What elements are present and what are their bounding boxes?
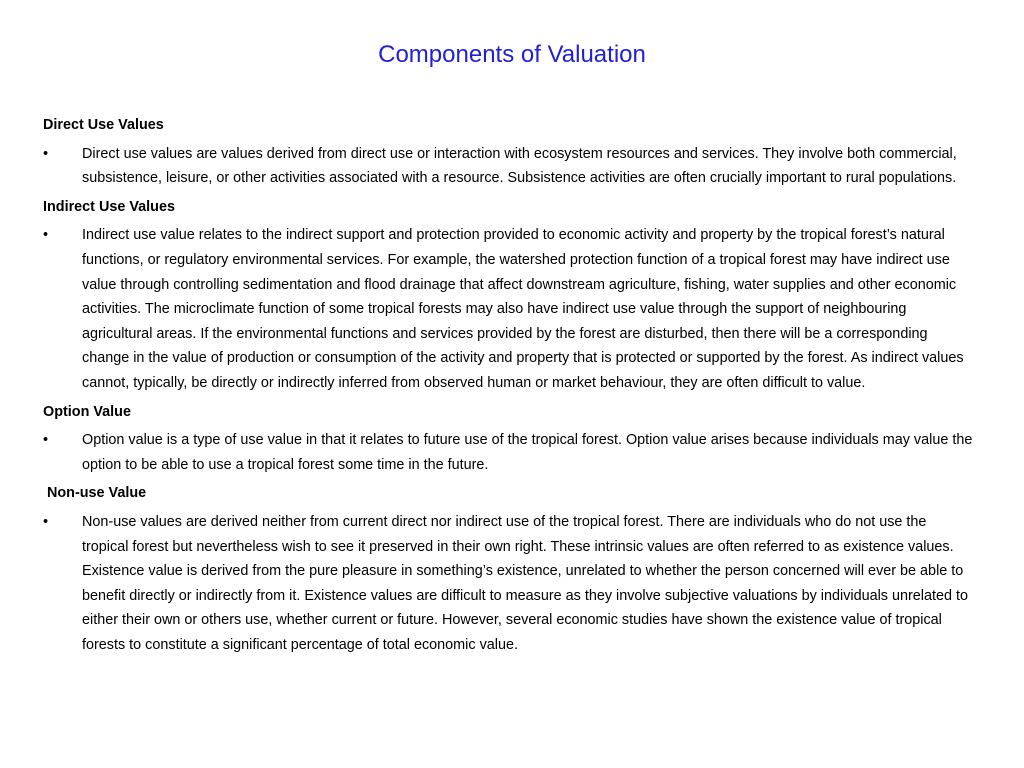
bullet-item-direct-use-values (43, 142, 973, 191)
bullet-item-indirect-use-values (43, 223, 973, 395)
bullet-icon: • (43, 227, 49, 244)
bullet-item-option-value (43, 428, 973, 477)
slide-content (43, 113, 973, 661)
section-heading-non-use-value: Non-use Value (47, 485, 147, 502)
bullet-icon: • (43, 432, 49, 449)
slide-title: Components of Valuation (378, 41, 646, 68)
section-heading-direct-use-values: Direct Use Values (43, 117, 164, 133)
bullet-icon: • (43, 513, 49, 530)
bullet-text: Option value is a type of use value in that it relates to future use of the tropical forest. Option value arises because individuals may value the option to be able to use a tropical forest some time in the future. (82, 432, 973, 473)
section-heading-indirect-use-values: Indirect Use Values (43, 198, 175, 215)
bullet-text: Non-use values are derived neither from current direct nor indirect use of the tropical forest. There are individuals who do not use the tropical forest but nevertheless wish to see it preserved in their own right. These intrinsic values are often referred to as existence values. Existence value is derived from the pure pleasure in something’s existence, unrelated to whether the person concerned will ever be able to benefit directly or indirectly from it. Existence values are difficult to measure as they involve subjective valuations by individuals unrelated to either their own or others use, whether current or future. However, several economic studies have shown the existence value of tropical forests to constitute a significant percentage of total economic value. (82, 513, 969, 653)
bullet-item-non-use-value (43, 510, 973, 658)
section-heading-option-value: Option Value (43, 403, 131, 420)
bullet-icon: • (43, 145, 49, 162)
bullet-text: Indirect use value relates to the indirect support and protection provided to economic activity and property by the tropical forest’s natural functions, or regulatory environmental services. For example, the watershed protection function of a tropical forest may have indirect use value through controlling sedimentation and flood drainage that affect downstream agriculture, fishing, water supplies and other economic activities. The microclimate function of some tropical forests may also have indirect use value through the support of neighbouring agricultural areas. If the environmental functions and services provided by the forest are disturbed, then there will be a corresponding change in the value of production or consumption of the activity and property that is protected or supported by the forest. As indirect values cannot, typically, be directly or indirectly inferred from observed human or market behaviour, they are often difficult to value. (82, 227, 964, 391)
bullet-text: Direct use values are values derived from direct use or interaction with ecosystem resources and services. They involve both commercial, subsistence, leisure, or other activities associated with a resource. Subsistence activities are often crucially important to rural populations. (82, 145, 957, 187)
